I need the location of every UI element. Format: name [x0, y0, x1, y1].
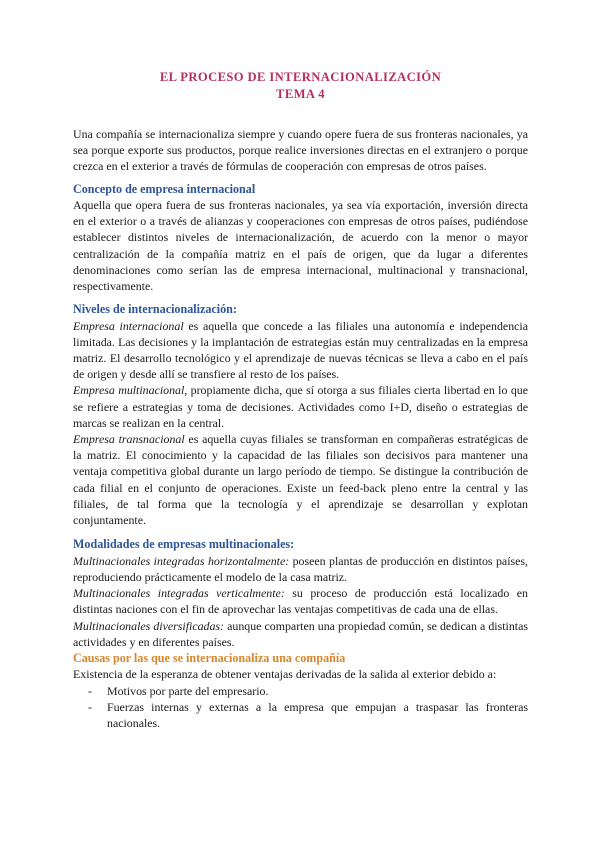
nivel-paragraph — [73, 318, 528, 383]
section-heading-concepto: Concepto de empresa internacional — [73, 181, 256, 196]
title-block — [73, 0, 528, 103]
dash-marker: - — [88, 699, 92, 714]
list-item-text: Motivos por parte del empresario. — [107, 683, 269, 698]
modalidad-text: poseen plantas de producción en distintos países, reproduciendo prácticamente el modelo de la casa matriz. — [73, 553, 528, 584]
document-subtitle: TEMA 4 — [276, 87, 325, 101]
section-text-concepto: Aquella que opera fuera de sus fronteras nacionales, ya sea vía exportación, inversión directa en el exterior o a través de alianzas y cooperaciones con empresas de otros países, pudiéndose establecer distintos niveles de internacionalización, de acuerdo con la menor o mayor centralización de la compañía matriz en el país de origen, que da lugar a diferentes denominaciones como serían las de empresa internacional, multinacional y transnacional, respectivamente. — [73, 198, 528, 294]
modalidad-text: su proceso de producción está localizado en distintas naciones con el fin de aprovechar las ventajas competitivas de cada una de ellas. — [73, 586, 528, 617]
nivel-term: Empresa transnacional — [73, 432, 185, 447]
nivel-paragraph — [73, 382, 528, 431]
modalidad-paragraph — [73, 585, 528, 617]
document-title: EL PROCESO DE INTERNACIONALIZACIÓN — [159, 70, 442, 84]
nivel-text: , propiamente dicha, que sí otorga a sus filiales cierta libertad en lo que se refiere a estrategias y toma de decisiones. Actividades como I+D, diseño o estrategias de marcas se realizan en la central. — [73, 383, 528, 430]
list-item — [73, 683, 528, 699]
section-heading-niveles: Niveles de internacionalización: — [73, 302, 237, 317]
section-text-causas: Existencia de la esperanza de obtener ventajas derivadas de la salida al exterior debido a: — [73, 667, 497, 682]
modalidad-text: aunque comparten una propiedad común, se dedican a distintas actividades y en diferentes países. — [73, 618, 529, 649]
section-heading-modalidades: Modalidades de empresas multinacionales: — [73, 537, 295, 552]
dash-marker: - — [88, 683, 92, 698]
nivel-text: es aquella cuyas filiales se transforman en compañeras estratégicas de la matriz. El conocimiento y la capacidad de las filiales son decisivos para mantener una ventaja competitiva global durante un largo período de tiempo. Se distingue la contribución de cada filial en el conjunto de operaciones. Existe un feed-back pleno entre la central y las filiales, de tal forma que la tecnología y el aprendizaje se desarrollan y explotan conjuntamente. — [73, 432, 528, 528]
nivel-term: Empresa multinacional — [73, 383, 185, 398]
modalidad-paragraph — [73, 618, 528, 650]
modalidad-term: Multinacionales integradas verticalmente: — [73, 586, 285, 601]
nivel-paragraph — [73, 431, 528, 528]
modalidad-term: Multinacionales diversificadas: — [73, 618, 225, 633]
list-item — [73, 699, 528, 731]
causas-list — [73, 683, 528, 732]
modalidad-term: Multinacionales integradas horizontalmente: — [73, 553, 290, 568]
modalidad-paragraph — [73, 553, 528, 585]
nivel-text: es aquella que concede a las filiales una autonomía e independencia limitada. Las decisiones y la implantación de estrategias están muy centralizadas en la empresa matriz. El desarrollo tecnológico y el aprendizaje de nuevas técnicas se lleva a cabo en el país de origen y desde allí se transfiere al resto de los países. — [73, 318, 529, 382]
nivel-term: Empresa internacional — [73, 318, 184, 333]
list-item-text: Fuerzas internas y externas a la empresa que empujan a traspasar las fronteras nacionales. — [107, 699, 528, 730]
intro-paragraph: Una compañía se internacionaliza siempre y cuando opere fuera de sus fronteras nacionales, ya sea porque exporte sus productos, porque realice inversiones directas en el extranjero o porque crezca en el exterior a través de fórmulas de cooperación con empresas de otros países. — [73, 127, 528, 174]
section-heading-causas: Causas por las que se internacionaliza una compañía — [73, 650, 346, 665]
